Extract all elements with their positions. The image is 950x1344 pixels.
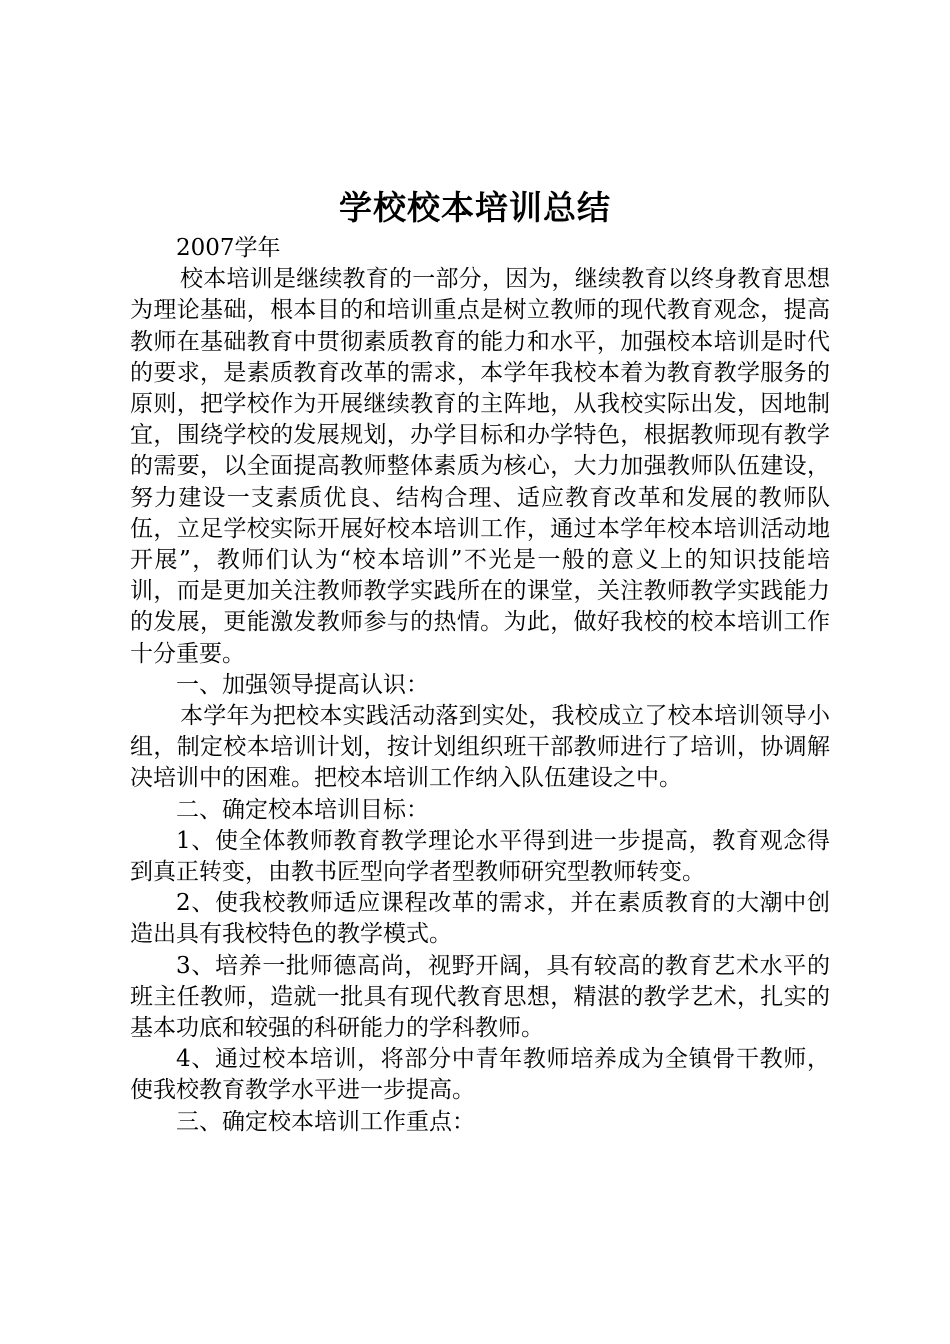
goal-item-3: 3、培养一批师德高尚，视野开阔，具有较高的教育艺术水平的班主任教师，造就一批具有现代教育思想，精湛的教学艺术，扎实的基本功底和较强的科研能力的学科教师。	[130, 952, 830, 1042]
goal-item-4: 4、通过校本培训，将部分中青年教师培养成为全镇骨干教师，使我校教育教学水平进一步提高。	[130, 1046, 830, 1104]
leadership-paragraph: 本学年为把校本实践活动落到实处，我校成立了校本培训领导小组，制定校本培训计划，按计划组织班干部教师进行了培训，协调解决培训中的困难。把校本培训工作纳入队伍建设之中。	[130, 703, 830, 792]
goal-item-2: 2、使我校教师适应课程改革的需求，并在素质教育的大潮中创造出具有我校特色的教学模式。	[130, 890, 830, 948]
document-title: 学校校本培训总结	[339, 188, 611, 227]
section-heading-2: 二、确定校本培训目标：	[176, 796, 429, 823]
goal-item-1: 1、使全体教师教育教学理论水平得到进一步提高，教育观念得到真正转变，由教书匠型向学者型教师研究型教师转变。	[130, 827, 830, 886]
section-heading-1: 一、加强领导提高认识：	[176, 671, 429, 698]
section-heading-3: 三、确定校本培训工作重点：	[176, 1108, 475, 1135]
intro-paragraph: 校本培训是继续教育的一部分，因为，继续教育以终身教育思想为理论基础，根本目的和培训重点是树立教师的现代教育观念，提高教师在基础教育中贯彻素质教育的能力和水平，加强校本培训是时代的要求，是素质教育改革的需求，本学年我校本着为教育教学服务的原则，把学校作为开展继续教育的主阵地，从我校实际出发，因地制宜，围绕学校的发展规划，办学目标和办学特色，根据教师现有教学的需要，以全面提高教师整体素质为核心，大力加强教师队伍建设，努力建设一支素质优良、结构合理、适应教育改革和发展的教师队伍，立足学校实际开展好校本培训工作，通过本学年校本培训活动地开展”，教师们认为“校本培训”不光是一般的意义上的知识技能培训，而是更加关注教师教学实践所在的课堂，关注教师教学实践能力的发展，更能激发教师参与的热情。为此，做好我校的校本培训工作十分重要。	[130, 266, 830, 667]
year-line: 2007学年	[176, 235, 281, 261]
document-body	[130, 233, 830, 1138]
